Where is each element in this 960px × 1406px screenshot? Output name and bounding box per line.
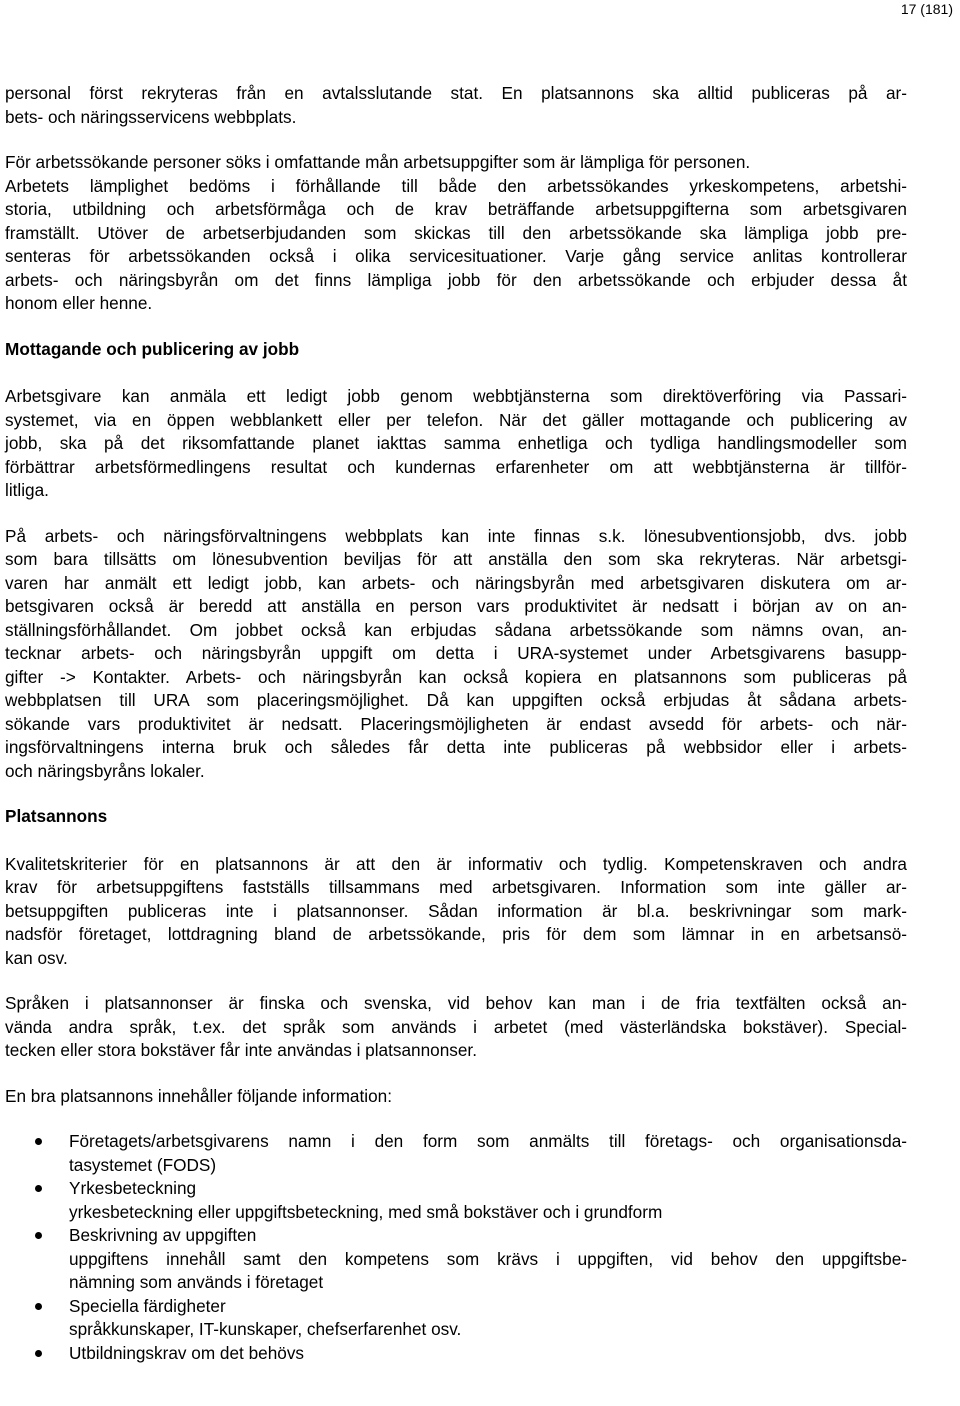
section-heading-receiving-publishing: Mottagande och publicering av jobb: [5, 338, 300, 359]
text-line: tasystemet (FODS): [69, 1154, 217, 1175]
text-line: arbets- och näringsbyrån om det finns lämpliga jobb för den arbetssökande och erbjuder dessa åt: [5, 269, 907, 290]
text-line: Språken i platsannonser är finska och svenska, vid behov kan man i de fria textfälten också an-: [5, 993, 907, 1013]
text-line: Utbildningskrav om det behövs: [69, 1342, 305, 1363]
text-line: Speciella färdigheter: [69, 1295, 226, 1316]
text-line: förbättrar arbetsförmedlingens resultat och kundernas erfarenheter om att webbtjänsterna är tillför-: [5, 456, 907, 477]
text-line: nadsför företaget, lottdragning bland de arbetssökande, pris för dem som lämnar in en arbetsansö-: [5, 924, 907, 944]
job-ad-info-list: [5, 1130, 907, 1365]
text-line: framställt. Utöver de arbetserbjudanden som skickas till den arbetssökande ska lämpliga jobb pre-: [5, 222, 907, 243]
bullet-icon: [35, 1232, 42, 1239]
section-heading-job-ad: Platsannons: [5, 806, 108, 826]
paragraph-publication: [5, 82, 907, 129]
text-line: och näringsbyråns lokaler.: [5, 760, 205, 781]
paragraph-quality-criteria: [5, 853, 907, 971]
list-item: [5, 1224, 907, 1295]
list-item: [5, 1177, 907, 1224]
list-item: [5, 1342, 907, 1366]
text-line: tecknar arbets- och näringsbyrån uppgift om detta i URA-systemet under Arbetsgivarens basupp-: [5, 643, 907, 663]
text-line: vända andra språk, t.ex. det språk som används i arbetet (med västerländska bokstäver). Special-: [5, 1016, 907, 1037]
text-line: litliga.: [5, 480, 49, 500]
text-line: bets- och näringsservicens webbplats.: [5, 106, 297, 127]
text-line: kan osv.: [5, 947, 68, 968]
paragraph-employer-notification: [5, 385, 907, 503]
text-line: ställningsförhållandet. Om jobbet också kan erbjudas sådana arbetssökande som nämns ovan, an-: [5, 619, 907, 640]
text-line: betsgivaren också är beredd att anställa en person vars produktivitet är nedsatt i början av on an-: [5, 596, 907, 616]
bullet-icon: [35, 1350, 42, 1357]
bullet-icon: [35, 1185, 42, 1192]
text-line: nämning som används i företaget: [69, 1272, 324, 1292]
text-line: varen har anmält ett ledigt jobb, kan arbets- och näringsbyrån med arbetsgivaren diskutera om ar-: [5, 572, 907, 593]
text-line: gifter -> Kontakter. Arbets- och näringsbyrån kan också kopiera en platsannons som publiceras på: [5, 666, 907, 687]
text-line: Arbetsgivare kan anmäla ett ledigt jobb genom webbtjänsterna som direktöverföring via Passari-: [5, 386, 907, 406]
document-body: [5, 82, 907, 1365]
text-line: tecken eller stora bokstäver får inte användas i platsannonser.: [5, 1040, 477, 1060]
text-line: storia, utbildning och arbetsförmåga och de krav beträffande arbetsuppgifterna som arbetsgivaren: [5, 199, 907, 219]
text-line: På arbets- och näringsförvaltningens webbplats kan inte finnas s.k. lönesubventionsjobb, dvs. jobb: [5, 525, 907, 546]
text-line: webbplatsen till URA som placeringsmöjlighet. Då kan uppgiften också erbjudas åt sådana arbets-: [5, 690, 907, 710]
list-item: [5, 1295, 907, 1342]
text-line: yrkesbeteckning eller uppgiftsbeteckning, med små bokstäver och i grundform: [69, 1201, 663, 1222]
text-line: personal först rekryteras från en avtalsslutande stat. En platsannons ska alltid publiceras på ar-: [5, 83, 907, 103]
text-line: sökande vars produktivitet är nedsatt. Placeringsmöjligheten är endast avsedd för arbets- och när-: [5, 713, 907, 734]
paragraph-job-suitability: [5, 151, 907, 316]
paragraph-wage-subsidy: [5, 525, 907, 784]
text-line: En bra platsannons innehåller följande information:: [5, 1085, 392, 1106]
bullet-icon: [35, 1303, 42, 1310]
list-item: [5, 1130, 907, 1177]
page-number: 17 (181): [900, 1, 953, 17]
bullet-icon: [35, 1138, 42, 1145]
text-line: som bara tillsätts om lönesubvention beviljas för att anställa den som ska rekryteras. När arbetsgi-: [5, 549, 907, 569]
text-line: senteras för arbetssökanden också i olika servicesituationer. Varje gång service anlitas kontrollerar: [5, 246, 907, 266]
text-line: betsuppgiften publiceras inte i platsannonser. Sådan information är bl.a. beskrivningar som mark-: [5, 900, 907, 921]
text-line: jobb, ska på det riksomfattande planet iakttas samma enhetliga och tydliga handlingsmodeller som: [5, 433, 907, 453]
paragraph-list-intro: [5, 1085, 907, 1109]
text-line: honom eller henne.: [5, 293, 153, 313]
text-line: språkkunskaper, IT-kunskaper, chefserfarenhet osv.: [69, 1319, 462, 1339]
paragraph-languages: [5, 992, 907, 1063]
text-line: uppgiftens innehåll samt den kompetens som krävs i uppgiften, vid behov den uppgiftsbe-: [69, 1248, 907, 1269]
text-line: Beskrivning av uppgiften: [69, 1225, 257, 1245]
text-line: krav för arbetsuppgiftens fastställs tillsammans med arbetsgivaren. Information som inte gäller ar-: [5, 877, 907, 897]
text-line: För arbetssökande personer söks i omfattande mån arbetsuppgifter som är lämpliga för personen.: [5, 152, 751, 172]
text-line: Företagets/arbetsgivarens namn i den form som anmälts till företags- och organisationsda-: [69, 1131, 907, 1151]
text-line: systemet, via en öppen webblankett eller per telefon. När det gäller mottagande och publicering av: [5, 409, 907, 430]
text-line: ingsförvaltningens interna bruk och således får detta inte publiceras på webbsidor eller i arbets-: [5, 737, 907, 757]
text-line: Arbetets lämplighet bedöms i förhållande till både den arbetssökandes yrkeskompetens, arbetshi-: [5, 175, 907, 196]
text-line: Kvalitetskriterier för en platsannons är att den är informativ och tydlig. Kompetenskraven och andra: [5, 853, 907, 874]
text-line: Yrkesbeteckning: [69, 1178, 197, 1198]
